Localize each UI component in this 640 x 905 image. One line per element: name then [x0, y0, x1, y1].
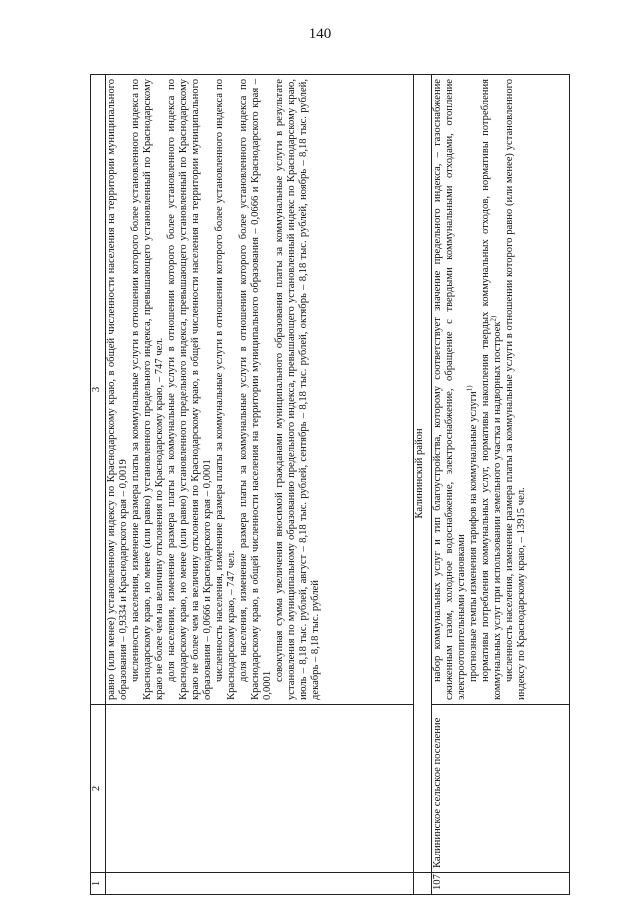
paragraph: численность населения, изменение размера платы за коммунальные услуги в отношении которого более установленного индекса по Краснодарскому краю, – 747 чел. [214, 79, 237, 700]
paragraph: равно (или менее) установленному индексу по Краснодарскому краю, в общей численности населения на территории муниципального образования – 0,9334 и Краснодарского края – 0,0019 [106, 79, 129, 700]
header-col-2: 2 [91, 705, 106, 873]
header-col-1: 1 [91, 873, 106, 895]
paragraph-text: прогнозные темпы изменения тарифов на коммунальные услуги [468, 391, 480, 682]
indices-table [90, 74, 570, 895]
cell-number: 107 [432, 873, 570, 895]
header-col-3: 3 [91, 75, 106, 705]
paragraph [480, 79, 504, 700]
rotated-table-container [90, 75, 570, 895]
paragraph: доля населения, изменение размера платы за коммунальные услуги в отношении которого более установленного индекса по Краснодарскому краю, но менее (или равно) установленного предельного индекса, превышающего установленный по Краснодарскому краю не более чем на величину отклонения по Краснодарскому краю, в общей численности населения на территории муниципального образования – 0,0666 и Краснодарского края – 0,0001 [166, 79, 213, 700]
paragraph-text: нормативы потребления коммунальных услуг, нормативы накопления твердых коммунальных отходов, нормативы потребления коммунальных услуг при использовании земельного участка и надворных построек [480, 79, 504, 700]
cell-name [106, 705, 414, 873]
paragraph: доля населения, изменение размера платы за коммунальные услуги в отношении которого более установленного индекса по Краснодарскому краю, в общей численности населения на территории муниципального образования – 0,0666 и Краснодарского края – 0,0001 [238, 79, 273, 700]
header-row [91, 75, 106, 895]
table-row [106, 75, 414, 895]
cell-details [432, 75, 570, 705]
raion-row [413, 75, 431, 895]
paragraph: численность населения, изменение размера платы за коммунальные услуги в отношении которого равно (или менее) установленного индексу по Краснодарскому краю, – 13915 чел. [504, 79, 528, 700]
raion-empty-cell [413, 873, 431, 895]
cell-details [106, 75, 414, 705]
paragraph: совокупная сумма увеличения вносимой гражданами муниципального образования платы за коммунальные услуги в результате установления по муниципальному образованию предельного индекса, превышающего установленный индекс по Краснодарскому краю, июль – 8,18 тыс. рублей, август – 8,18 тыс. рублей, сентябрь – 8,18 тыс. рублей, октябрь – 8,18 тыс. рублей, ноябрь – 8,18 тыс. рублей, декабрь – 8,18 тыс. рублей [274, 79, 321, 700]
footnote-mark: 2) [489, 315, 498, 322]
cell-number [106, 873, 414, 895]
raion-title: Калининский район [413, 75, 431, 873]
paragraph: набор коммунальных услуг и тип благоустройства, которому соответствует значение предельного индекса, – газоснабжение сжиженным газом, холодное водоснабжение, электроснабжение, обращение с твердыми коммунальными отходами, отопление электроотопительными установками [432, 79, 468, 700]
paragraph: численность населения, изменение размера платы за коммунальные услуги в отношении которого более установленного индекса по Краснодарскому краю, но менее (или равно) установленного предельного индекса, превышающего установленный по Краснодарскому краю не более чем на величину отклонения по Краснодарскому краю, – 747 чел. [130, 79, 165, 700]
page-number: 140 [308, 26, 332, 42]
paragraph [465, 79, 480, 700]
cell-name: Калининское сельское поселение [432, 705, 570, 873]
table-row [432, 75, 570, 895]
footnote-mark: 1) [465, 385, 474, 392]
